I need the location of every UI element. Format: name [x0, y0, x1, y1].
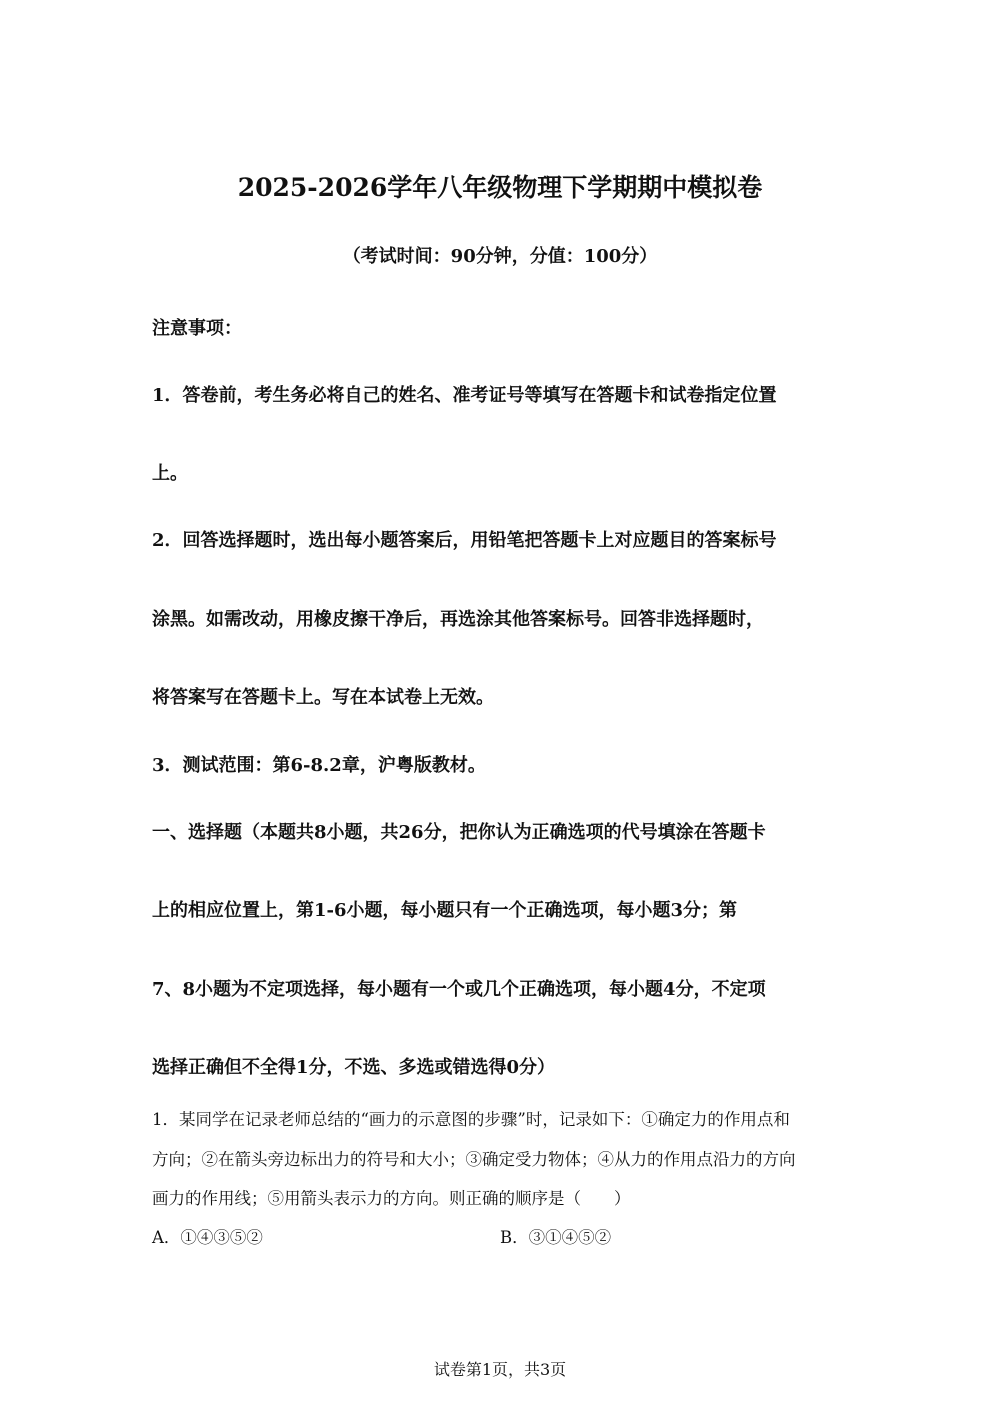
question-1-line-2: 方向；②在箭头旁边标出力的符号和大小；③确定受力物体；④从力的作用点沿力的方向: [152, 1150, 796, 1169]
section-heading-line-1: 一、选择题（本题共8小题，共26分，把你认为正确选项的代号填涂在答题卡: [152, 822, 766, 843]
question-1-line-3: 画力的作用线；⑤用箭头表示力的方向。则正确的顺序是（ ）: [152, 1189, 631, 1208]
section-heading-line-3: 7、8小题为不定项选择，每小题有一个或几个正确选项，每小题4分，不定项: [152, 979, 766, 1000]
notice-line-6: 3．测试范围：第6-8.2章，沪粤版教材。: [152, 755, 486, 776]
notice-line-2: 上。: [152, 463, 188, 484]
section-heading-line-2: 上的相应位置上，第1-6小题，每小题只有一个正确选项，每小题3分；第: [152, 900, 738, 921]
notice-heading: 注意事项：: [152, 318, 242, 339]
exam-subtitle: （考试时间：90分钟，分值：100分）: [342, 246, 658, 267]
section-heading-line-4: 选择正确但不全得1分，不选、多选或错选得0分）: [152, 1057, 556, 1078]
notice-line-5: 将答案写在答题卡上。写在本试卷上无效。: [152, 687, 494, 708]
question-1-line-1: 1．某同学在记录老师总结的“画力的示意图的步骤”时，记录如下：①确定力的作用点和: [152, 1110, 790, 1129]
notice-line-3: 2．回答选择题时，选出每小题答案后，用铅笔把答题卡上对应题目的答案标号: [152, 530, 777, 551]
question-1-option-a: A．①④③⑤②: [152, 1228, 263, 1247]
exam-title: 2025-2026学年八年级物理下学期期中模拟卷: [237, 173, 763, 202]
question-1-option-b: B．③①④⑤②: [500, 1228, 612, 1247]
notice-line-1: 1．答卷前，考生务必将自己的姓名、准考证号等填写在答题卡和试卷指定位置: [152, 385, 777, 406]
page-footer: 试卷第1页，共3页: [433, 1360, 567, 1379]
notice-line-4: 涂黑。如需改动，用橡皮擦干净后，再选涂其他答案标号。回答非选择题时，: [152, 609, 764, 630]
